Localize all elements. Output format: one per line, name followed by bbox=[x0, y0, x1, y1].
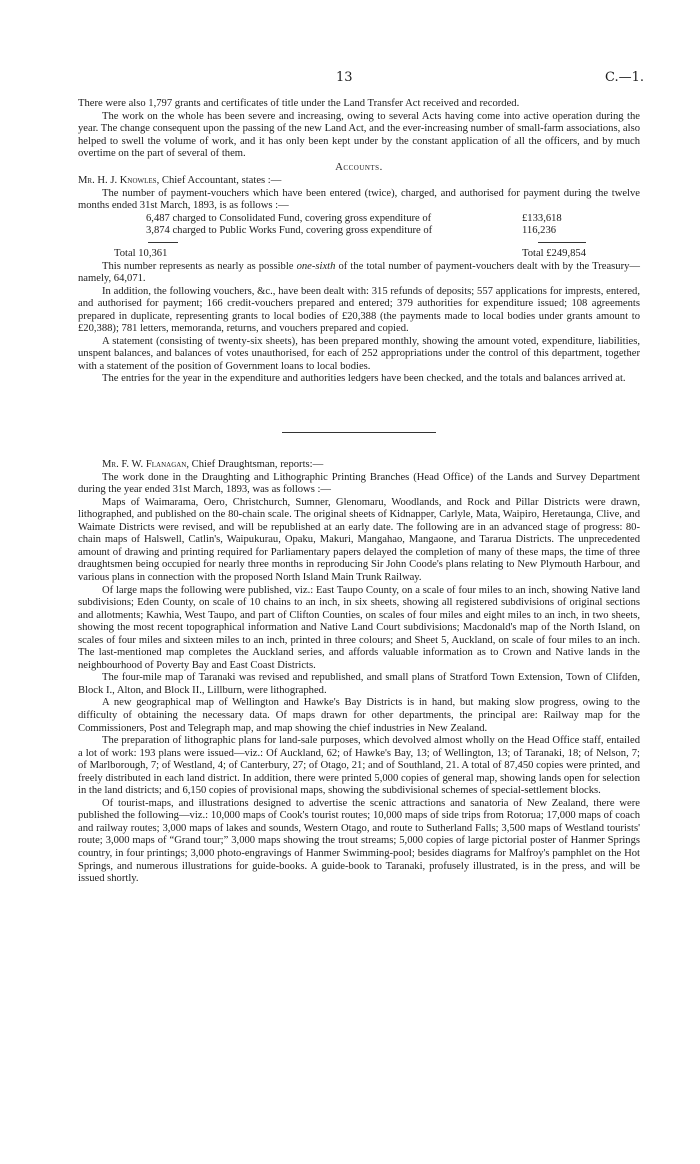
fund-amount: 116,236 bbox=[522, 225, 557, 237]
section-divider bbox=[282, 432, 436, 433]
fund-amount: £133,618 bbox=[522, 212, 562, 224]
sum-rules bbox=[78, 238, 640, 248]
paragraph-vouchers: The number of payment-vouchers which have been entered (twice), charged, and authorised for payment during the twelve months ended 31st March, 1893, is as follows :— bbox=[78, 187, 640, 212]
paragraph-tourist-maps: Of tourist-maps, and illustrations designed to advertise the scenic attractions and sanatoria of New Zealand, there were published the following—viz.: 10,000 maps of Cook's tourist routes; 10,000 maps of side trips from Rotorua; 17,000 maps of coach and railway routes; 3,000 maps of lakes and sounds, Western Otago, and route to Sutherland Falls; 3,500 maps of Westland tourists' route; 3,000 maps of “Grand tour;” 3,000 maps showing the trout streams; 5,000 copies of large pictorial poster of Hanmer Springs country, in four printings; 3,000 photo-engravings of Hanmer Swimming-pool; besides diagrams for Malfroy's pamphlet on the Hot Springs, and numerous illustrations for guide-books. A guide-book to Taranaki, profusely illustrated, is in the press, and will be issued shortly. bbox=[78, 797, 640, 885]
totals-row bbox=[78, 248, 640, 261]
fund-row bbox=[78, 213, 640, 226]
draughtsman-intro-rest: , Chief Draughtsman, reports:— bbox=[186, 459, 324, 471]
paragraph-grants: There were also 1,797 grants and certificates of title under the Land Transfer Act received and recorded. bbox=[78, 98, 520, 109]
section-heading-accounts: Accounts. bbox=[335, 161, 383, 173]
paragraph-draughting-intro: The work done in the Draughting and Lithographic Printing Branches (Head Office) of the Lands and Survey Department during the year ended 31st March, 1893, was as follows :— bbox=[78, 471, 640, 496]
proportion-emphasis: one-sixth bbox=[296, 260, 336, 272]
paragraph-district-maps: Maps of Waimarama, Oero, Christchurch, Sumner, Glenomaru, Woodlands, and Rock and Pillar Districts were drawn, lithographed, and published on the 80-chain scale. The original sheets of Kidnapper, Carlyle, Mata, Waipiro, Heretaunga, Clive, and Waimate Districts were revised, and will be republished at an early date. The following are in an advanced stage of progress: 80-chain maps of Halswell, Catlin's, Waipukurau, Opaku, Makuri, Mangahao, Mangaone, and Tararua Districts. The unprecedented amount of drawing and printing required for Parliamentary papers delayed the completion of many of these maps, the time of three draughtsmen being occupied for nearly three months in reproducing Sir John Coode's plans relating to New Plymouth Harbour, and various plans in connection with the proposed North Island Main Trunk Railway. bbox=[78, 496, 640, 583]
proportion-text-a: This number represents as nearly as possible bbox=[102, 260, 297, 272]
paragraph-land-sale-plans: The preparation of lithographic plans for land-sale purposes, which devolved almost wholly on the Head Office staff, entailed a lot of work: 193 plans were issued—viz.: Of Auckland, 62; of Hawke's Bay, 13; of Wellington, 13; of Taranaki, 18; of Nelson, 7; of Marlborough, 7; of Westland, 4; of Canterbury, 27; of Otago, 21; and of Southland, 21. A total of 87,450 copies were printed, and freely distributed in each land district. In addition, there were printed 5,000 copies of general map, showing lands open for selection in the land districts; and 6,150 copies of provisional maps, showing the subdivisional schemes of special-settlement blocks. bbox=[78, 735, 640, 797]
accountant-intro bbox=[78, 175, 640, 188]
page-number: 13 bbox=[336, 70, 353, 85]
proportion-text-b: of the total number of payment-vouchers dealt with by the Treasury—namely, 64,071. bbox=[78, 260, 641, 285]
fund-description: 3,874 charged to Public Works Fund, covering gross expenditure of bbox=[146, 225, 433, 237]
total-vouchers: Total 10,361 bbox=[114, 248, 168, 260]
paragraph-large-maps: Of large maps the following were published, viz.: East Taupo County, on a scale of four miles to an inch, showing Native land subdivisions; Eden County, on scale of 10 chains to an inch, in six sheets, showing all registered subdivisions of original sections and allotments; Kawhia, West Taupo, and part of Clifton Counties, on scales of four miles and eight miles to an inch, in two sheets, showing the most recent topographical information and Native Land Court subdivisions; Macdonald's map of the North Island, on scales of four miles and sixteen miles to an inch, printed in three colours; and Sheet 5, Auckland, on scale of four miles to an inch. The last-mentioned map completes the Auckland series, and affords valuable information as to Crown and Native lands in the neighbourhood of Poverty Bay and East Coast Districts. bbox=[78, 584, 640, 671]
sum-rule-left bbox=[148, 242, 178, 243]
total-expenditure: Total £249,854 bbox=[522, 248, 586, 260]
draughtsman-intro bbox=[78, 459, 640, 472]
accountant-name: Mr. H. J. Knowles bbox=[78, 175, 157, 187]
page-body bbox=[78, 98, 640, 886]
paragraph-geographical-map: A new geographical map of Wellington and Hawke's Bay Districts is in hand, but making slow progress, owing to the difficulty of obtaining the necessary data. Of maps drawn for other departments, the principal are: Railway map for the Commissioners, Post and Telegraph map, and map showing the chief industries in New Zealand. bbox=[78, 697, 640, 734]
accountant-intro-rest: , Chief Accountant, states :— bbox=[156, 175, 282, 187]
paragraph-additional-vouchers: In addition, the following vouchers, &c., have been dealt with: 315 refunds of deposits; 557 applications for imprests, entered, and authorised for payment; 166 credit-vouchers prepared and entered; 379 authorities for expenditure issued; 108 agreements prepared in duplicate, representing grants to local bodies of £20,388 (the payments made to local bodies under grants amount to £20,388); 781 letters, memoranda, returns, and vouchers prepared and copied. bbox=[78, 285, 640, 335]
page-header bbox=[0, 70, 700, 90]
paragraph-taranaki-map: The four-mile map of Taranaki was revised and republished, and small plans of Stratford Town Extension, Town of Clifden, Block I., Alton, and Block II., Lillburn, were lithographed. bbox=[78, 672, 640, 696]
paragraph-ledgers: The entries for the year in the expenditure and authorities ledgers have been checked, and the totals and balances arrived at. bbox=[102, 373, 626, 385]
fund-row bbox=[78, 225, 640, 238]
sum-rule-right bbox=[538, 242, 586, 243]
paragraph-work-summary: The work on the whole has been severe and increasing, owing to several Acts having come into active operation during the year. The change consequent upon the passing of the new Land Act, and the ever-increasing number of small-farm associations, also helped to swell the volume of work, and it has only been kept under by the constant application of all the officers, and by much overtime on the part of several of them. bbox=[78, 110, 640, 160]
paragraph-proportion bbox=[78, 261, 640, 286]
paragraph-monthly-statement: A statement (consisting of twenty-six sheets), has been prepared monthly, showing the amount voted, expenditure, liabilities, unspent balances, and balances of votes unauthorised, for each of 252 appropriations under the control of this department, together with a statement of the position of Government loans to local bodies. bbox=[78, 335, 640, 372]
fund-description: 6,487 charged to Consolidated Fund, covering gross expenditure of bbox=[146, 212, 432, 224]
document-reference: C.—1. bbox=[604, 70, 644, 85]
draughtsman-name: Mr. F. W. Flanagan bbox=[102, 459, 187, 471]
